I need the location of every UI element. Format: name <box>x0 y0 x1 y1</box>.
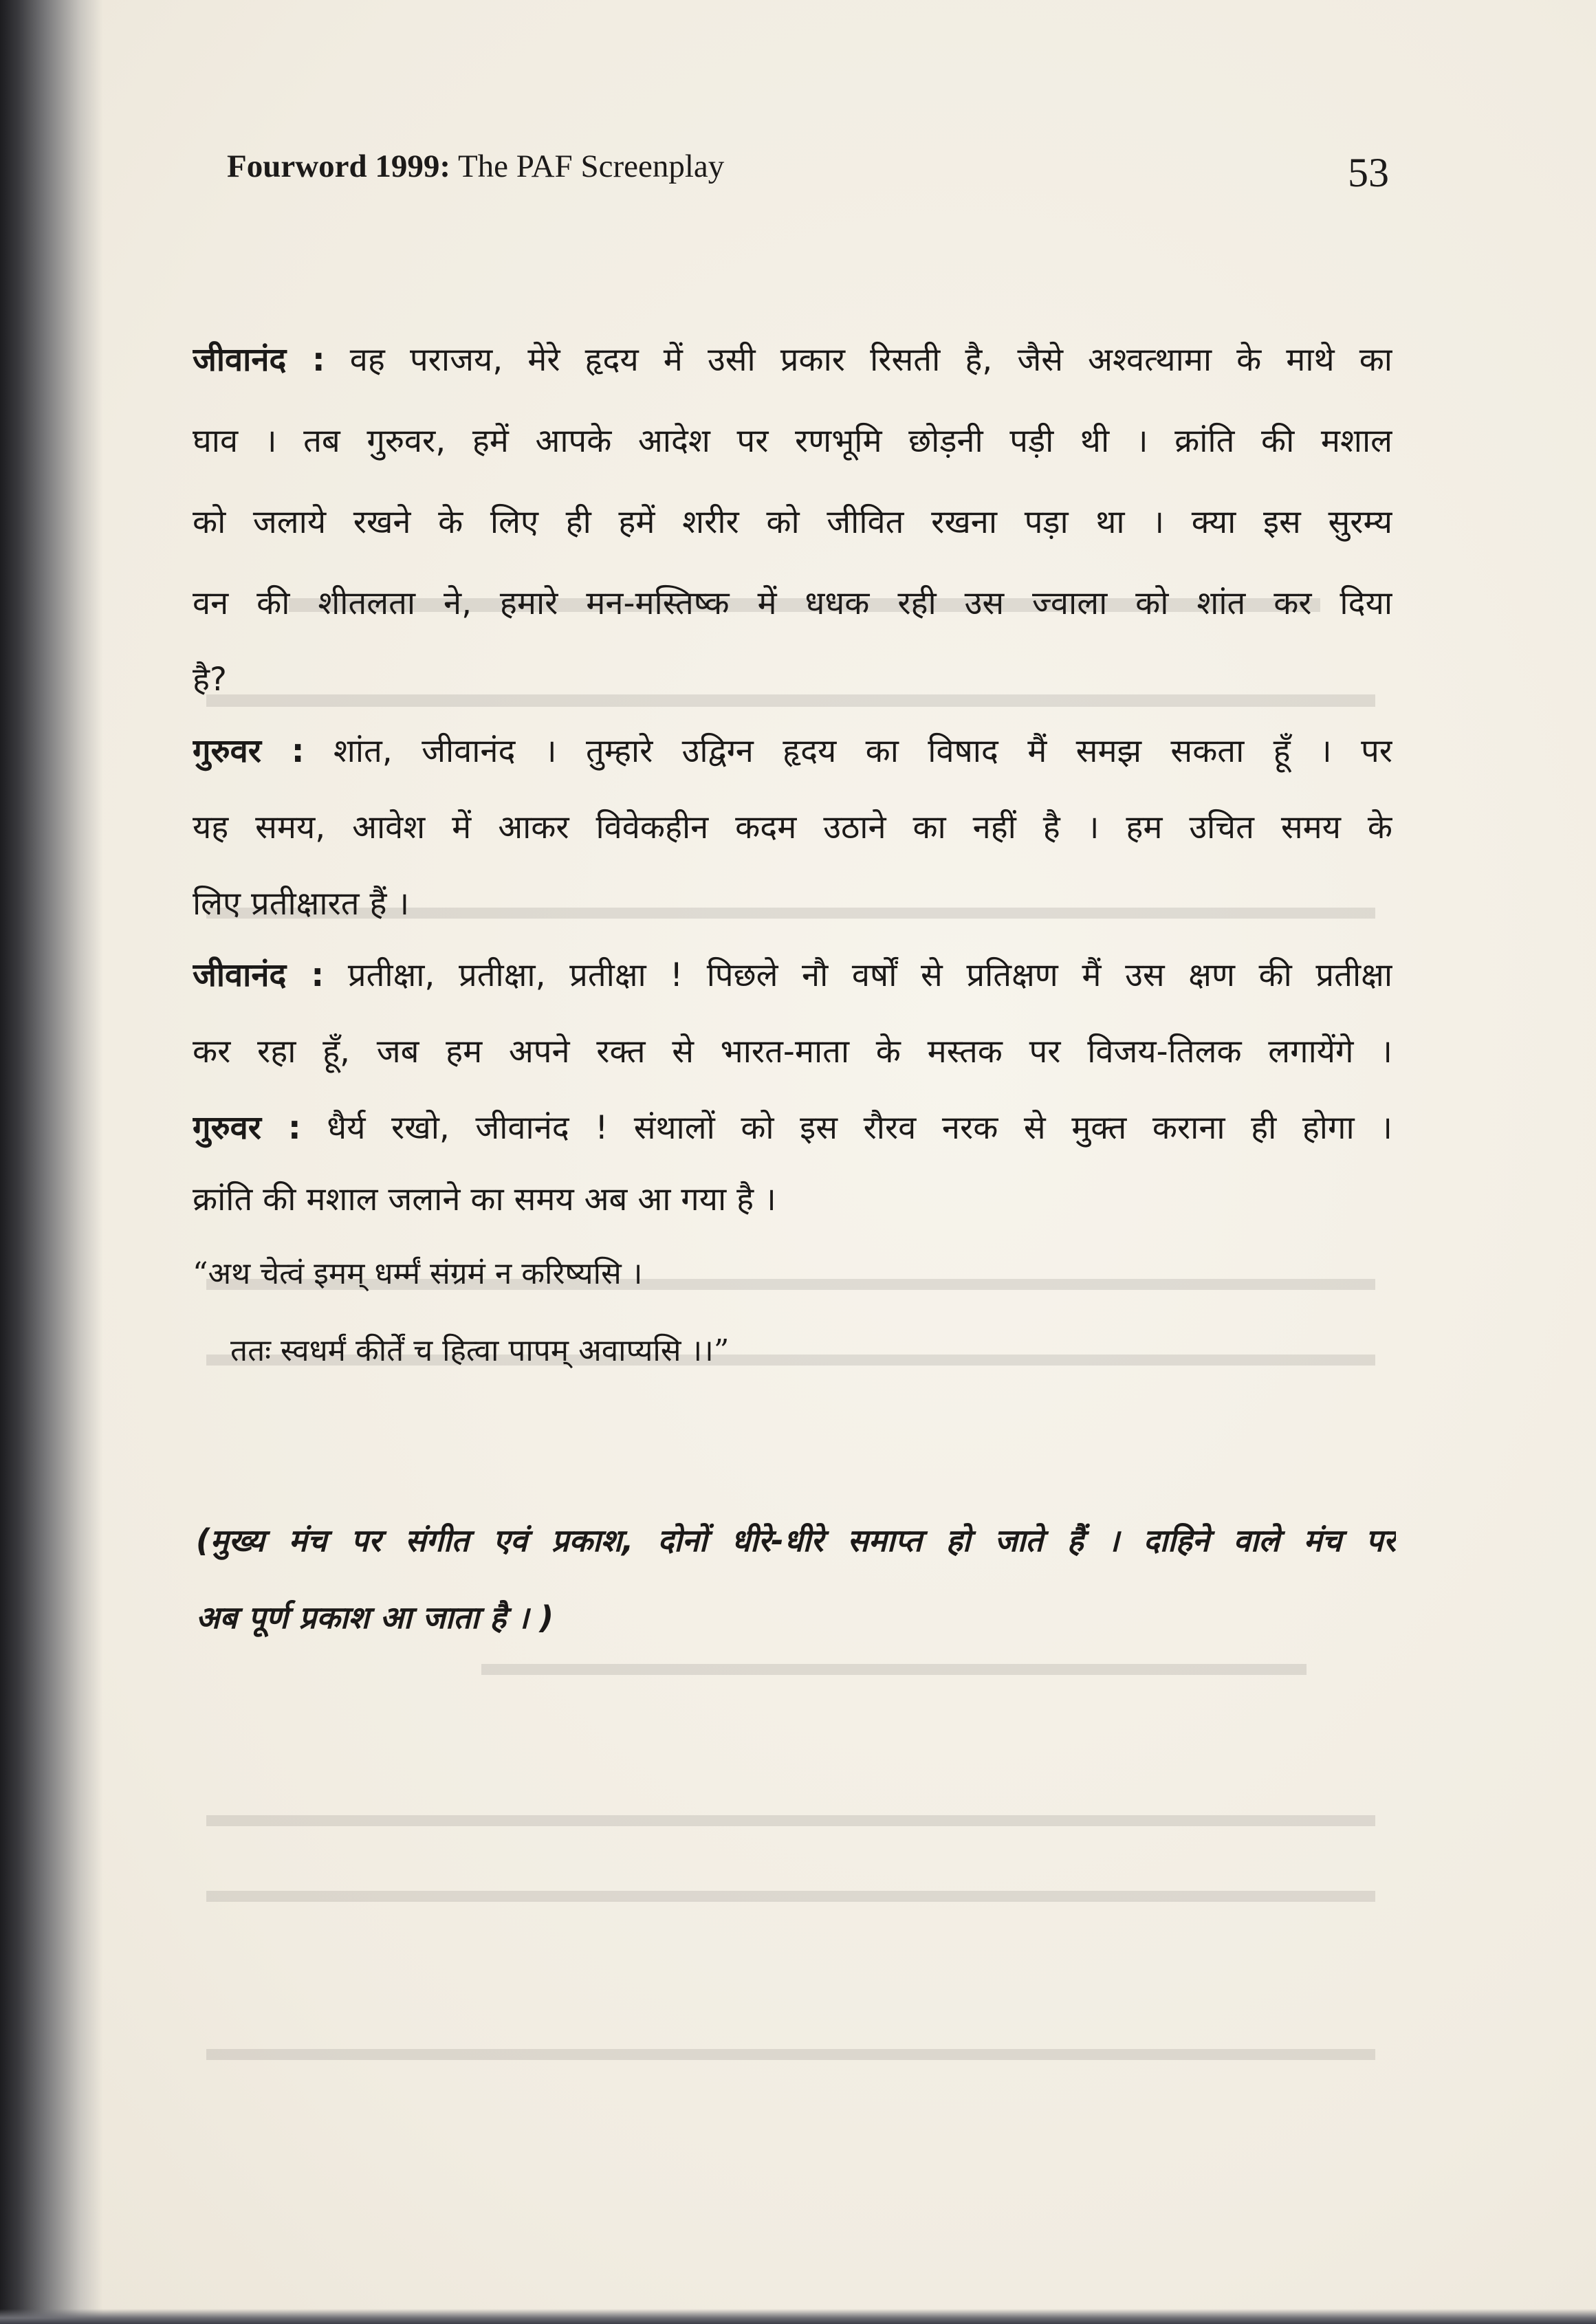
running-head-title: Fourword 1999: <box>227 149 451 184</box>
dialogue-line: है? <box>193 661 227 699</box>
page-header <box>227 141 1389 196</box>
dialogue-line: वन की शीतलता ने, हमारे मन-मस्तिष्क में धधक रही उस ज्वाला को शांत कर दिया <box>193 584 1392 622</box>
speaker-name: गुरुवर : <box>193 1109 301 1147</box>
bleed-through-shadow <box>481 1664 1307 1675</box>
dialogue-line <box>193 320 1392 401</box>
running-head-subtitle: The PAF Screenplay <box>450 149 725 184</box>
page-number: 53 <box>1348 150 1389 195</box>
dialogue-text: शांत, जीवानंद । तुम्हारे उद्विग्न हृदय का विषाद मैं समझ सकता हूँ । पर <box>333 732 1392 770</box>
dialogue-line: को जलाये रखने के लिए ही हमें शरीर को जीवित रखना पड़ा था । क्या इस सुरम्य <box>193 503 1392 541</box>
dialogue-line: क्रांति की मशाल जलाने का समय अब आ गया है । <box>193 1181 776 1218</box>
bleed-through-shadow <box>206 2049 1375 2060</box>
dialogue-line: कर रहा हूँ, जब हम अपने रक्त से भारत-माता के मस्तक पर विजय-तिलक लगायेंगे । <box>193 1033 1392 1071</box>
speaker-name: जीवानंद : <box>193 956 325 994</box>
dialogue-line <box>193 940 1392 1011</box>
dialogue-text: वह पराजय, मेरे हृदय में उसी प्रकार रिसती है, जैसे अश्वत्थामा के माथे का <box>349 341 1392 379</box>
stage-direction-line: अब पूर्ण प्रकाश आ जाता है । ) <box>196 1599 554 1636</box>
stage-direction-line: (मुख्य मंच पर संगीत एवं प्रकाश, दोनों धीरे-धीरे समाप्त हो जाते हैं । दाहिने वाले मंच पर <box>196 1522 1396 1559</box>
dialogue-line <box>193 1093 1392 1164</box>
bleed-through-shadow <box>206 1815 1375 1826</box>
dialogue-body <box>193 320 1392 1390</box>
speaker-name: जीवानंद : <box>193 341 325 379</box>
stage-direction <box>196 1502 1396 1656</box>
dialogue-line <box>193 716 1392 787</box>
sanskrit-sloka <box>193 1236 1392 1390</box>
running-head <box>227 148 724 185</box>
dialogue-text: प्रतीक्षा, प्रतीक्षा, प्रतीक्षा ! पिछले नौ वर्षों से प्रतिक्षण मैं उस क्षण की प्रतीक्षा <box>347 956 1392 994</box>
sloka-line: ततः स्वधर्मं कीर्तें च हित्वा पापम् अवाप्यसि ।।” <box>230 1333 730 1368</box>
dialogue-text: धैर्य रखो, जीवानंद ! संथालों को इस रौरव नरक से मुक्त कराना ही होगा । <box>327 1109 1392 1147</box>
sloka-line: “अथ चेत्वं इमम् धर्म्मं संग्रमं न करिष्यसि । <box>193 1256 643 1291</box>
dialogue-line: लिए प्रतीक्षारत हैं । <box>193 885 410 923</box>
book-spine-shadow <box>0 0 103 2324</box>
bleed-through-shadow <box>206 1891 1375 1902</box>
page-bottom-edge <box>0 2309 1596 2324</box>
dialogue-line: यह समय, आवेश में आकर विवेकहीन कदम उठाने का नहीं है । हम उचित समय के <box>193 809 1392 846</box>
dialogue-line: घाव । तब गुरुवर, हमें आपके आदेश पर रणभूमि छोड़नी पड़ी थी । क्रांति की मशाल <box>193 422 1392 460</box>
speaker-name: गुरुवर : <box>193 732 305 770</box>
